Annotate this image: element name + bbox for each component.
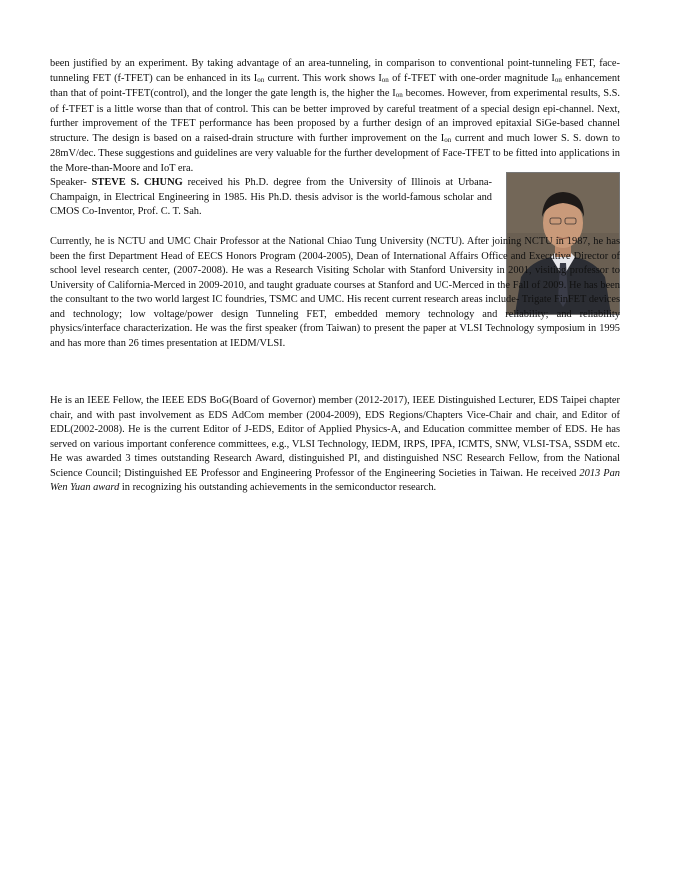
speaker-name: STEVE S. CHUNG bbox=[91, 177, 183, 188]
abstract-text: current and much lower S. S. down to 28mV/dec. These suggestions and guidelines are very valuable for the further development of Face-TFET to be fitted into applications in the More-than-Moore and IoT era. bbox=[50, 132, 620, 174]
subscript-on: on bbox=[257, 75, 265, 84]
subscript-on: on bbox=[395, 91, 403, 99]
career-paragraph: Currently, he is NCTU and UMC Chair Professor at the National Chiao Tung University (NCTU). After joining NCTU in 1987, he has been the first Department Head of EECS Honors Program (2004-2005), Dean of International Affairs Office and Executive Director of school level research center, (2007-2008). He was a Research Visiting Scholar with Stanford University in 2001, visiting professor to University of California-Merced in 2009-2010, and taught graduate courses at Stanford and UC-Merced in the Fall of 2009. He has been the consultant to the two world largest IC foundries, TSMC and UMC. His recent current research areas include- Trigate FinFET devices and technology; low voltage/power design Tunneling FET, embedded memory technology and reliability; and reliability physics/interface characterization. He was the first speaker (from Taiwan) to present the paper at VLSI Technology symposium in 1995 and has more than 26 times presentation at IEDM/VLSI. bbox=[50, 236, 620, 349]
abstract-paragraph bbox=[50, 57, 620, 176]
subscript-on: on bbox=[381, 75, 389, 84]
subscript-on: on bbox=[444, 135, 452, 144]
abstract-text: enhancement than that of point-TFET(control), and the longer the gate length is, the higher the I bbox=[50, 72, 620, 99]
abstract-text: becomes. However, from experimental results, S.S. of f-TFET is a little worse than that of control. This can be better improved by careful treatment of a special design epi-channel. Next, further improvement of the TFET performance has been proposed by a further design of an improved epitaxial SiGe-based channel structure. The design is based on a raised-drain structure with further improvement on the I bbox=[50, 88, 620, 144]
abstract-text: current. This work shows I bbox=[264, 72, 382, 84]
abstract-text: of f-TFET with one-order magnitude I bbox=[388, 72, 555, 84]
honors-text-end: in recognizing his outstanding achievements in the semiconductor research. bbox=[119, 482, 437, 493]
honors-text: He is an IEEE Fellow, the IEEE EDS BoG(Board of Governor) member (2012-2017), IEEE Distinguished Lecturer, EDS Taipei chapter chair, and with past involvement as EDS AdCom member (2004-2009), EDS Regions/Chapters Vice-Chair and chair, and Editor of EDL(2002-2008). He is the current Editor of J-EDS, Editor of Applied Physics-A, and Education committee member of EDS. He has served on various important conference committees, e.g., VLSI Technology, IEDM, IRPS, IPFA, ICMTS, SNW, VLSI-TSA, SSDM etc. He was awarded 3 times outstanding Research Award, distinguished PI, and distinguished NSC Research Fellow, from the National Science Council; Distinguished EE Professor and Engineering Professor of the Engineering Societies in Taiwan. He received bbox=[50, 395, 620, 479]
speaker-intro: received his Ph.D. degree from the University of Illinois at Urbana-Champaign, in Electrical Engineering in 1985. His Ph.D. thesis advisor is the world-famous scholar and CMOS Co-Inventor, Prof. C. T. Sah. bbox=[50, 177, 492, 217]
abstract-text: been justified by an experiment. By taking advantage of an area-tunneling, in comparison to conventional point-tunneling FET, face-tunneling FET (f-TFET) can be enhanced in its I bbox=[50, 58, 620, 84]
subscript-on: on bbox=[554, 75, 562, 84]
speaker-label: Speaker- bbox=[50, 177, 92, 188]
honors-paragraph bbox=[50, 394, 620, 496]
award-name: 2013 Pan Wen Yuan award bbox=[50, 467, 620, 493]
